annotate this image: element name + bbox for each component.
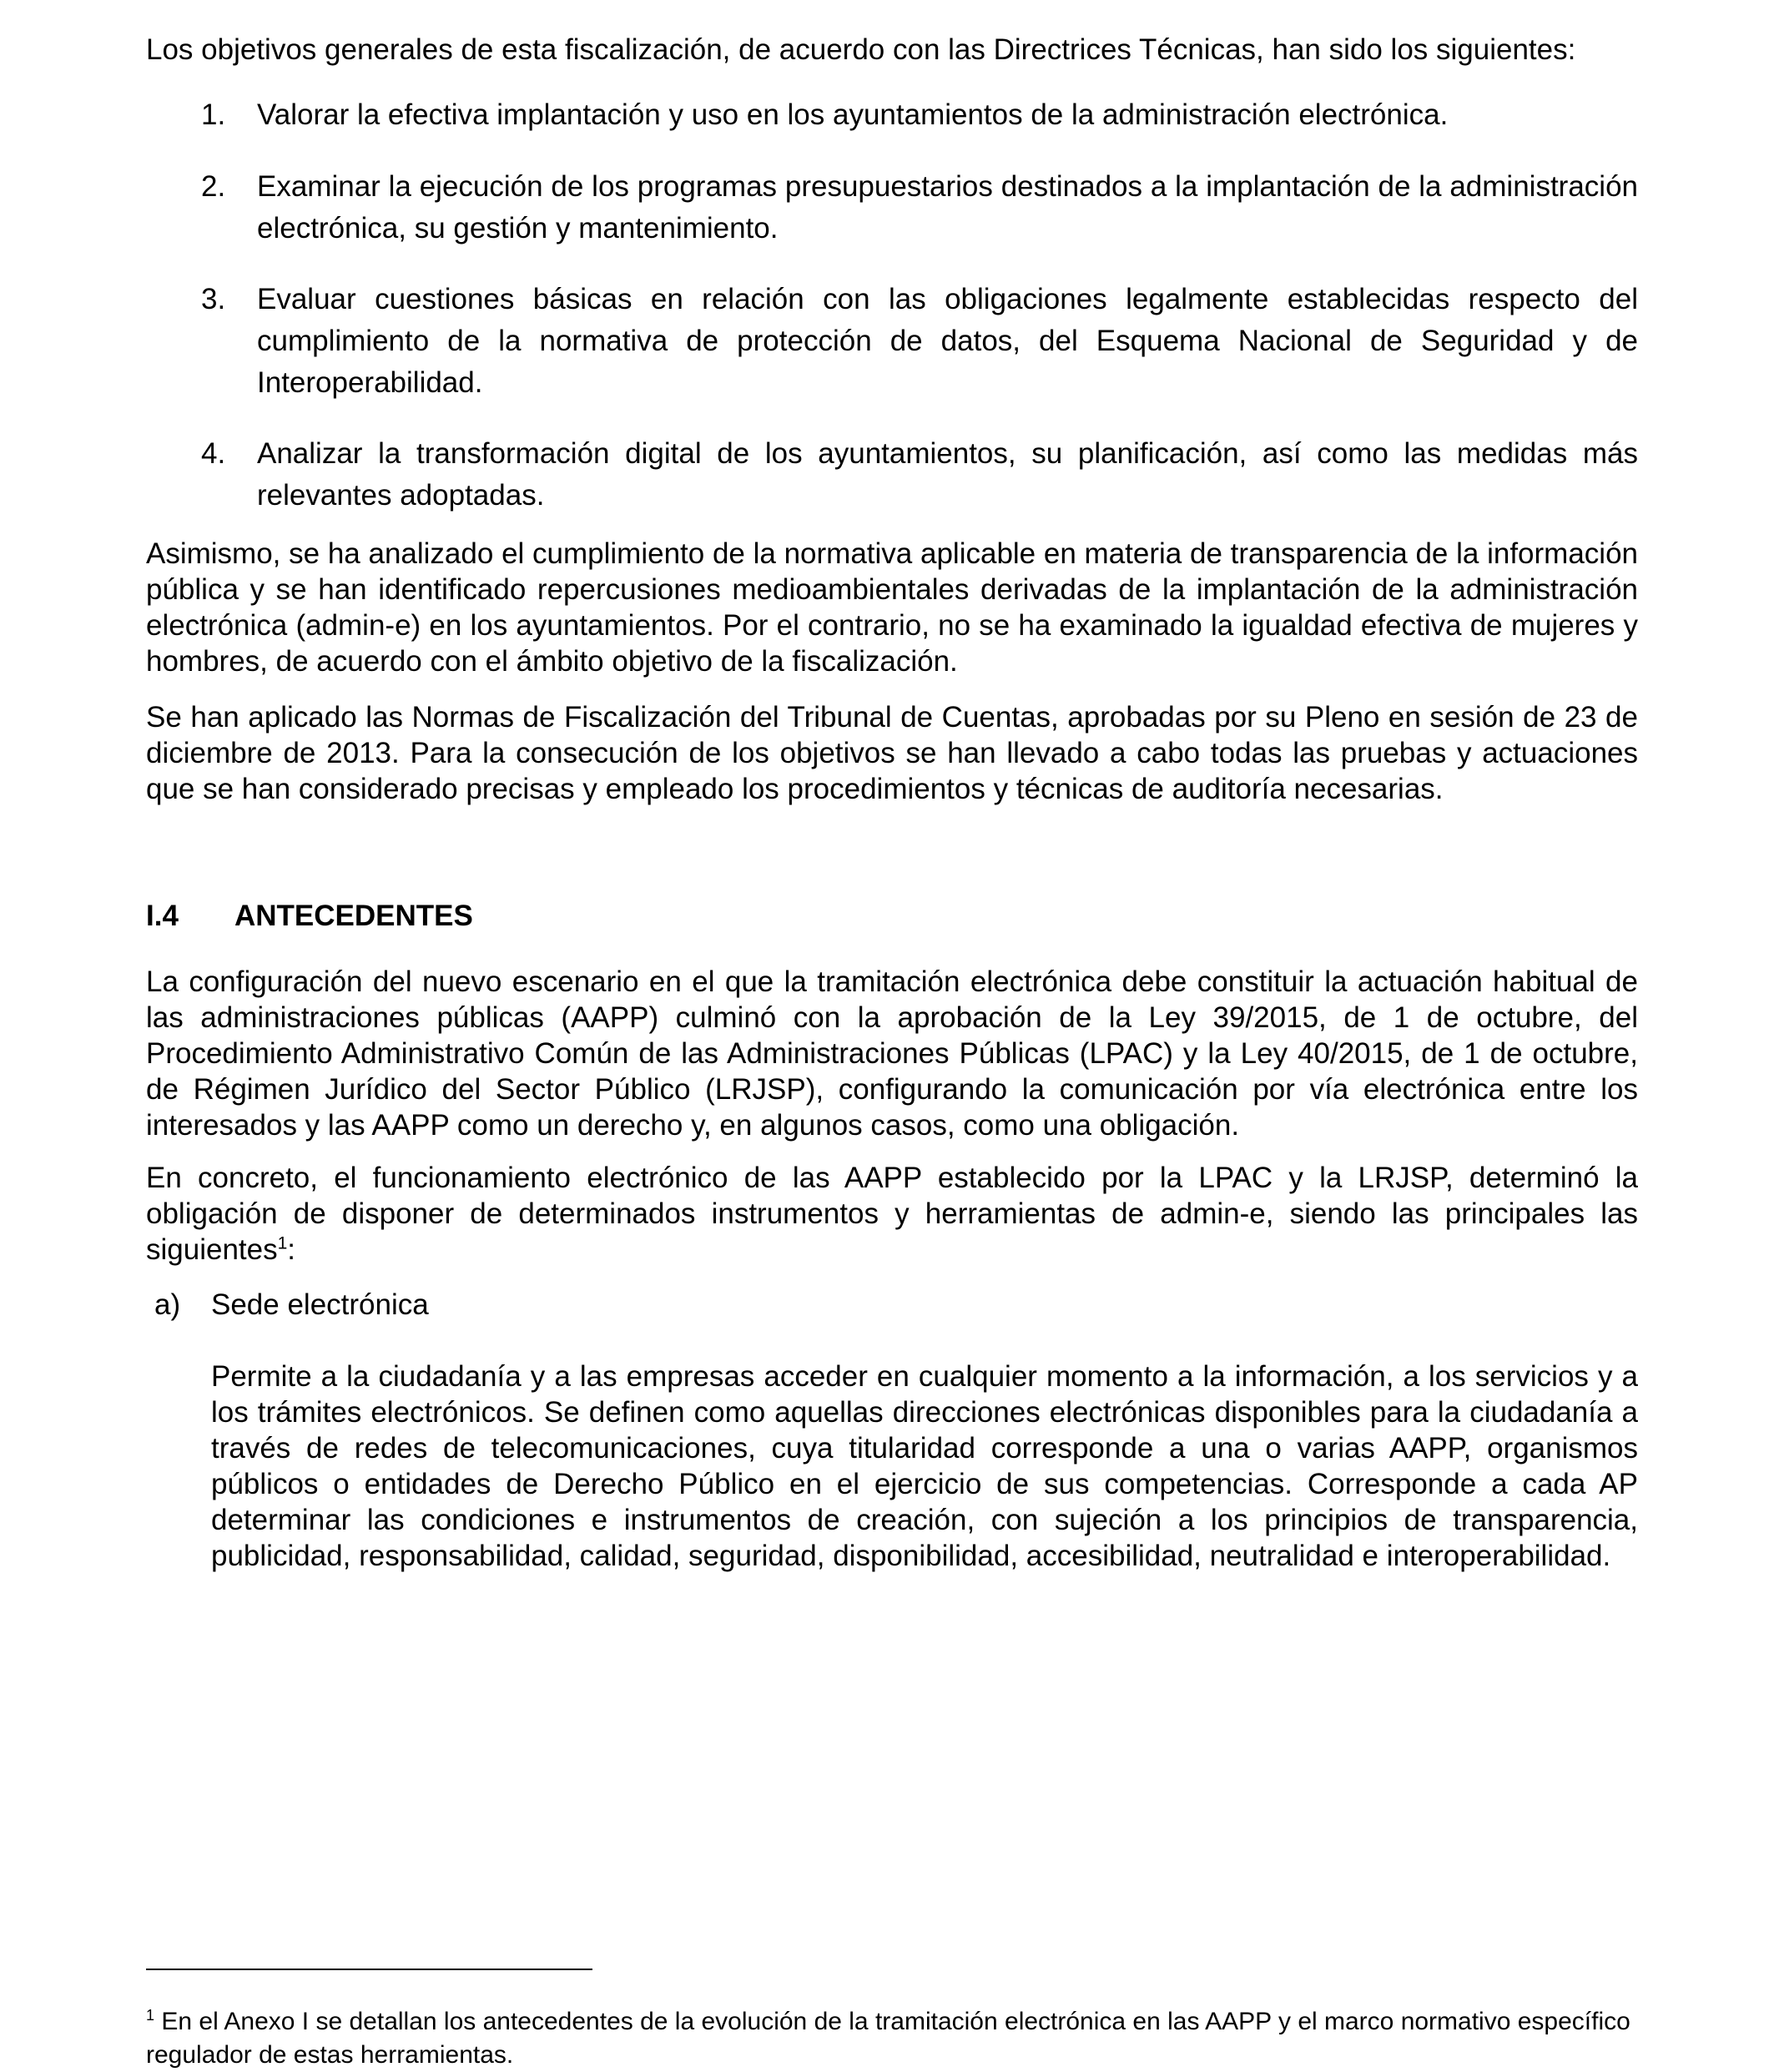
objective-item bbox=[146, 433, 1638, 517]
item-title: Sede electrónica bbox=[211, 1288, 429, 1321]
item-text: Examinar la ejecución de los programas presupuestarios destinados a la implantación de la administración electrónica, su gestión y mantenimiento. bbox=[257, 170, 1638, 245]
list-item-a bbox=[154, 1287, 429, 1323]
paragraph-sede: Permite a la ciudadanía y a las empresas acceder en cualquier momento a la información, a los servicios y a los trámites electrónicos. Se definen como aquellas direcciones electrónicas disponibles para la ciudadanía a través de redes de telecomunicaciones, cuya titularidad corresponde a una o varias AAPP, organismos públicos o entidades de Derecho Público en el ejercicio de sus competencias. Corresponde a cada AP determinar las condiciones e instrumentos de creación, con sujeción a los principios de transparencia, publicidad, responsabilidad, calidad, seguridad, disponibilidad, accesibilidad, neutralidad e interoperabilidad. bbox=[211, 1360, 1638, 1572]
footnote-separator bbox=[146, 1969, 592, 1970]
paragraph-concreto bbox=[146, 1160, 1638, 1268]
item-text: Analizar la transformación digital de los ayuntamientos, su planificación, así como las medidas más relevantes adoptadas. bbox=[257, 437, 1638, 512]
objective-item bbox=[146, 279, 1638, 404]
intro-paragraph: Los objetivos generales de esta fiscalización, de acuerdo con las Directrices Técnicas, han sido los siguientes: bbox=[146, 33, 1576, 66]
paragraph-text: En concreto, el funcionamiento electrónico de las AAPP establecido por la LPAC y la LRJSP, determinó la obligación de disponer de determinados instrumentos y herramientas de admin-e, siendo las principales las siguientes bbox=[146, 1162, 1638, 1266]
item-number: 1. bbox=[201, 98, 226, 131]
paragraph-end: : bbox=[287, 1233, 296, 1266]
footnote bbox=[146, 2005, 1638, 2072]
objective-item bbox=[146, 166, 1638, 250]
footnote-mark: 1 bbox=[146, 2007, 155, 2024]
item-text: Valorar la efectiva implantación y uso en los ayuntamientos de la administración electrónica. bbox=[257, 98, 1449, 131]
paragraph-configuracion: La configuración del nuevo escenario en el que la tramitación electrónica debe constituir la actuación habitual de las administraciones públicas (AAPP) culminó con la aprobación de la Ley 39/2015, de 1 de octubre, del Procedimiento Administrativo Común de las Administraciones Públicas (LPAC) y la Ley 40/2015, de 1 de octubre, de Régimen Jurídico del Sector Público (LRJSP), configurando la comunicación por vía electrónica entre los interesados y las AAPP como un derecho y, en algunos casos, como una obligación. bbox=[146, 965, 1638, 1142]
footnote-text: En el Anexo I se detallan los antecedentes de la evolución de la tramitación electrónica en las AAPP y el marco normativo específico regulador de estas herramientas. bbox=[146, 2008, 1630, 2069]
item-number: 4. bbox=[201, 437, 226, 470]
section-number: I.4 bbox=[146, 900, 179, 932]
item-text: Evaluar cuestiones básicas en relación con las obligaciones legalmente establecidas respecto del cumplimiento de la normativa de protección de datos, del Esquema Nacional de Seguridad y de Interoperabilidad. bbox=[257, 283, 1638, 399]
section-title: ANTECEDENTES bbox=[234, 900, 473, 932]
footnote-reference[interactable]: 1 bbox=[277, 1233, 288, 1253]
paragraph-asimismo: Asimismo, se ha analizado el cumplimiento de la normativa aplicable en materia de transparencia de la información pública y se han identificado repercusiones medioambientales derivadas de la implantación de la administración electrónica (admin-e) en los ayuntamientos. Por el contrario, no se ha examinado la igualdad efectiva de mujeres y hombres, de acuerdo con el ámbito objetivo de la fiscalización. bbox=[146, 537, 1638, 678]
item-label: a) bbox=[154, 1288, 181, 1321]
objective-item bbox=[146, 94, 1638, 136]
section-heading bbox=[146, 898, 473, 934]
item-number: 3. bbox=[201, 283, 226, 315]
paragraph-normas: Se han aplicado las Normas de Fiscalización del Tribunal de Cuentas, aprobadas por su Pleno en sesión de 23 de diciembre de 2013. Para la consecución de los objetivos se han llevado a cabo todas las pruebas y actuaciones que se han considerado precisas y empleado los procedimientos y técnicas de auditoría necesarias. bbox=[146, 701, 1638, 805]
item-number: 2. bbox=[201, 170, 226, 203]
